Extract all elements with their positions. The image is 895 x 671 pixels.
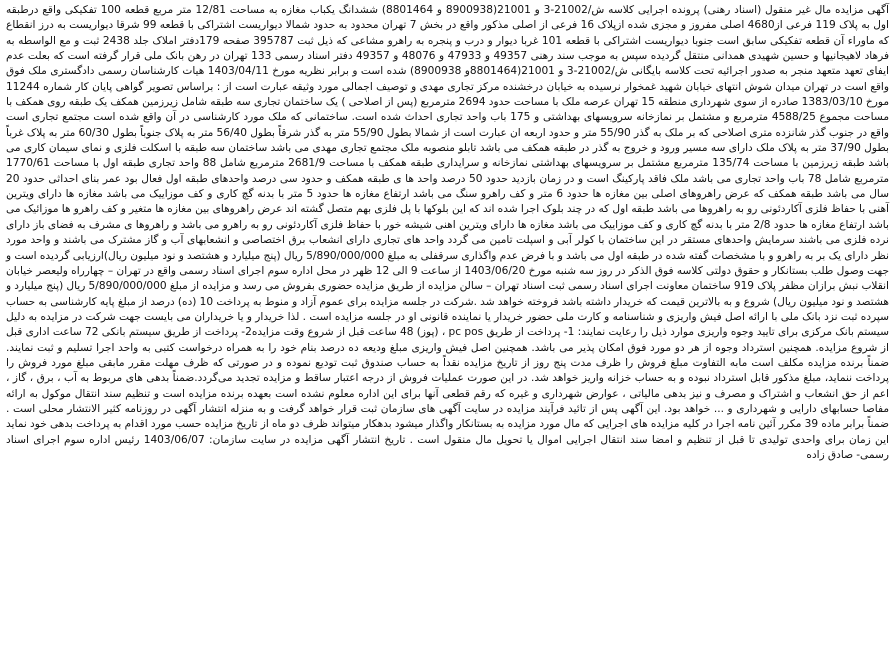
auction-notice-text: آگهی مزایده مال غیر منقول (اسناد رهنی) پرونده اجرایی کلاسه ش/21002-3 و 21001(8900938 و 8801464) ششدانگ یکباب مغازه به مساحت 12/81 متر مربع قطعه 100 تفکیکی واقع درطبقه اول به پلاک 119 فرعی از4680 اصلی مفروز و مجزی شده ازپلاک 16 فرعی از اصلی مذکور واقع در بخش 7 تهران محدود به حدود شمالا دیواریست اشتراکی با قطعه 99 شرقا دیواریست به درز انقطاع که ماوراء آن قطعه تفکیکی سابق است جنوبا دیواریست اشتراکی با قطعه 101 غربا دیوار و درب و پنجره به راهرو مشاعی که ذیل ثبت 395787 صفحه 179دفتر املاک جلد 2438 ثبت و مع الواسطه به فرهاد لاهیجانیها و حسین شهیدی همدانی منتقل گردیده سپس به موجب سند رهنی 49357 و 47933 و 48076 و 49357 دفتر اسناد رسمی 133 تهران در رهن بانک ملی قرار گرفته است که بعلت عدم ایفای تعهد متعهد منجر به صدور اجرائیه تحت کلاسه بایگانی ش/21002-3 و 21001(8801464و 8900938) شده است و برابر نظریه مورخ 1403/04/11 هیات کارشناسان رسمی دادگستری ملک فوق واقع است در تهران میدان شوش انتهای خیابان شهید غمخوار نرسیده به خیابان درخشنده مرکز تجاری مهدی و توصیف اجمالی مورد وثیقه عبارت است از : براساس تصویر گواهی پایان کار شماره 11244 مورخ 1383/03/10 صادره از سوی شهرداری منطقه 15 تهران عرصه ملک با مساحت حدود 2694 مترمربع (پس از اصلاحی ) یک ساختمان تجاری سه طبقه شامل زیرزمین همکف یک طبقه روی همکف با مساحت مجموع 4588/25 مترمربع و مشتمل بر نمازخانه سرویسهای بهداشتی و 175 باب واحد تجاری احداث شده است. ساختمانی که ملک مورد کارشناسی در آن واقع شده است مجتمع تجاری است واقع در جنوب گذر شانزده متری اصلاحی که بر ملک به گذر 55/90 متر و حدود اربعه ان عبارت است از شمالا بطول 55/90 متر به گذر شرقاً بطول 56/40 متر به پلاک جنوباً بطول 60/30 متر به پلاک غرباً بطول 37/90 متر به پلاک ملک دارای سه مسیر ورود و خروج به گذر در طبقه همکف می باشد تابلو منصوبه ملک مجتمع تجاری مهدی می باشد ساختمان سه طبقه با اسکلت فلزی و نمای سیمان کاری می باشد طبقه زیرزمین با مساحت 135/74 مترمربع مشتمل بر سرویسهای بهداشتی نمازخانه و سرایداری طبقه همکف با مساحت 2681/9 مترمربع شامل 88 واحد تجاری طبقه اول با مساحت 1770/61 مترمربع شامل 78 باب واحد تجاری می باشد ملک فاقد پارکینگ است و در زمان بازدید حدود 50 درصد واحد ها ی طبقه همکف و حدود سی درصد واحدهای طبقه اول فعال بود عمر بنای احداثی حدود 20 سال می باشد طبقه همکف که عرض راهروهای اصلی بین مغازه ها حدود 6 متر و کف راهرو سنگ می باشد ارتفاع مغازه ها حدود 5 متر با بدنه گچ کاری و کف موزاییک می باشد مغازه ها دارای ویترین آهنی با حفاظ فلزی آکاردئونی رو به راهروها می باشد طبقه اول که در چند بلوک اجرا شده اند که این بلوکها با پل فلزی بهم متصل گشته اند عرض راهروهای بین مغازه ها متغیر و کف راهرو ها موزائیک می باشد ارتفاع مغازه ها حدود 2/8 متر با بدنه گچ کاری و کف موزاییک می باشد مغازه ها دارای ویترین اهنی شیشه خور با حفاظ فلزی آکاردئونی رو به راهرو می باشد و راهروها ی مشرف به فضای باز دارای نرده فلزی می باشند سرمایش واحدهای مستقر در این ساختمان با کولر آبی و اسپلت تامین می گردد واحد های تجاری دارای انشعاب برق اختصاصی و انشعابهای آب و گاز مشترک می باشند و واحد مورد نظر دارای یک بر به راهرو و با مشخصات گفته شده در طبقه اول می باشد و با فرض عدم واگذاری سرقفلی به مبلغ 5/890/000/000 ریال (پنج میلیارد و هشتصد و نود میلیون ریال)ارزیابی گردیده است و جهت وصول طلب بستانکار و حقوق دولتی کلاسه فوق الذکر در روز سه شنبه مورخ 1403/06/20 از ساعت 9 الی 12 ظهر در محل اداره سوم اجرای اسناد رسمی واقع در تهران – چهارراه ولیعصر خیابان انقلاب نبش برازان مظفر پلاک 919 ساختمان معاونت اجرای اسناد رسمی ثبت اسناد تهران – سالن مزایده از طریق مزایده حضوری بفروش می رسد و مزایده از مبلغ 5/890/000/000 ریال (پنج میلیارد و هشتصد و نود میلیون ریال) شروع و به بالاترین قیمت که خریدار داشته باشد فروخته خواهد شد .شرکت در جلسه مزایده برای عموم آزاد و منوط به پرداخت 10 (ده) درصد از مبلغ پایه کارشناسی به حساب سپرده ثبت نزد بانک ملی با ارائه اصل فیش واریزی و شناسنامه و کارت ملی حضور خریدار یا نماینده قانونی او در جلسه مزایده است . لذا خریدار و یا خریداران می بایست جهت شرکت در مزایده به دلیل سیستم بانک مرکزی برای تایید وجوه واریزی موارد ذیل را رعایت نمایند: 1- پرداخت از طریق pc pos ، (پوز) 48 ساعت قبل از شروع وقت مزایده2- پرداخت از طریق سیستم بانکی 72 ساعت اداری قبل از شروع مزایده. همچنین استرداد وجوه از هر دو مورد فوق امکان پذیر می باشد. همچنین اصل فیش واریزی مبلغ ودیعه ده درصد بنام خود را به همراه درخواست کتبی به واحد اجرا تسلیم و ثبت نمایند. ضمناً برنده مزایده مکلف است مابه التفاوت مبلغ فروش را ظرف مدت پنج روز از تاریخ مزایده نقداً به حساب صندوق ثبت تودیع نموده و در صورتی که ظرف مهلت مقرر مابقی مبلغ مورد فروش را پرداخت ننماید، مبلغ مذکور قابل استرداد نبوده و به حساب خزانه واریز خواهد شد. در این صورت عملیات فروش از درجه اعتبار ساقط و مزایده تجدید می‌گردد.ضمناً بدهی های مربوط به آب ، برق ، گاز ، اعم از حق انشعاب و اشتراک و مصرف و نیز بدهی مالیاتی ، عوارض شهرداری و غیره که رقم قطعی آنها برای این اداره معلوم نشده است بعهده برنده مزایده است و تنظیم سند انتقال موکول به ارائه مفاصا حسابهای دارایی و شهرداری و ... خواهد بود. این آگهی پس از تائید فرآیند مزایده در سایت آگهی های سازمان ثبت قرار خواهد گرفت و به منزله انتشار آگهی در روزنامه کثیر الانتشار محلی است . ضمناً برابر ماده 39 مکرر آئین نامه اجرا در کلیه مزایده های اجرایی که مال مورد مزایده به بستانکار واگذار میشود بدهکار میتواند ظرف دو ماه از تاریخ مزایده حسب مورد اقدام به پرداخت بدهی خود نماید این زمان برای واحدی تولیدی تا قبل از تنظیم و امضا سند انتقال اجرایی اموال یا تحویل مال منقول است . تاریخ انتشار آگهی مزایده در سایت سازمان: 1403/06/07 رئیس اداره سوم اجرای اسناد رسمی- صادق زاده [6, 4, 890, 461]
